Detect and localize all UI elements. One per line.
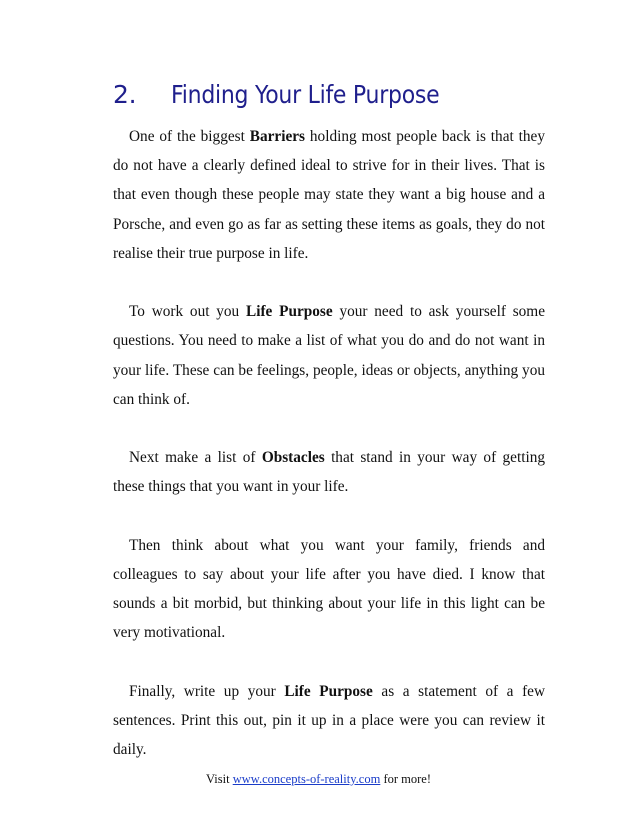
bold-term-life-purpose-2: Life Purpose <box>284 682 373 700</box>
paragraph-text: One of the biggest <box>129 128 250 145</box>
footer-prefix: Visit <box>206 772 233 786</box>
website-link[interactable]: www.concepts-of-reality.com <box>232 772 381 786</box>
body-text <box>113 122 545 794</box>
paragraph-life-purpose <box>113 297 545 414</box>
paragraph-barriers <box>113 122 545 268</box>
bold-term-obstacles: Obstacles <box>261 449 325 467</box>
paragraph-text: Then think about what you want your family, friends and colleagues to say about your life after you have died. I know that sounds a bit morbid, but thinking about your life in this light can be very motivational. <box>113 536 545 642</box>
paragraph-obstacles <box>113 443 545 501</box>
paragraph-family <box>113 531 545 648</box>
section-title: Finding Your Life Purpose <box>171 80 440 109</box>
footer-suffix: for more! <box>380 772 431 786</box>
section-heading <box>113 80 476 120</box>
bold-term-barriers: Barriers <box>249 128 305 145</box>
paragraph-text: holding most people back is that they do not have a clearly defined ideal to strive for in their lives. That is that even though these people may state they want a big house and a Porsche, and even go as far as setting these items as goals, they do not realise their true purpose in life. <box>113 128 545 262</box>
paragraph-text: as a statement of a few sentences. Print this out, pin it up in a place were you can review it daily. <box>113 682 545 759</box>
paragraph-text: Finally, write up your <box>129 682 285 700</box>
paragraph-text: To work out you <box>129 303 246 321</box>
bold-term-life-purpose: Life Purpose <box>246 303 333 321</box>
paragraph-finally <box>113 677 545 765</box>
paragraph-text: Next make a list of <box>129 449 262 467</box>
paragraph-text: your need to ask yourself some questions. You need to make a list of what you do and do not want in your life. These can be feelings, people, ideas or objects, anything you can think of. <box>113 303 545 408</box>
paragraph-text: that stand in your way of getting these things that you want in your life. <box>113 449 546 496</box>
section-number: 2. <box>113 80 137 109</box>
